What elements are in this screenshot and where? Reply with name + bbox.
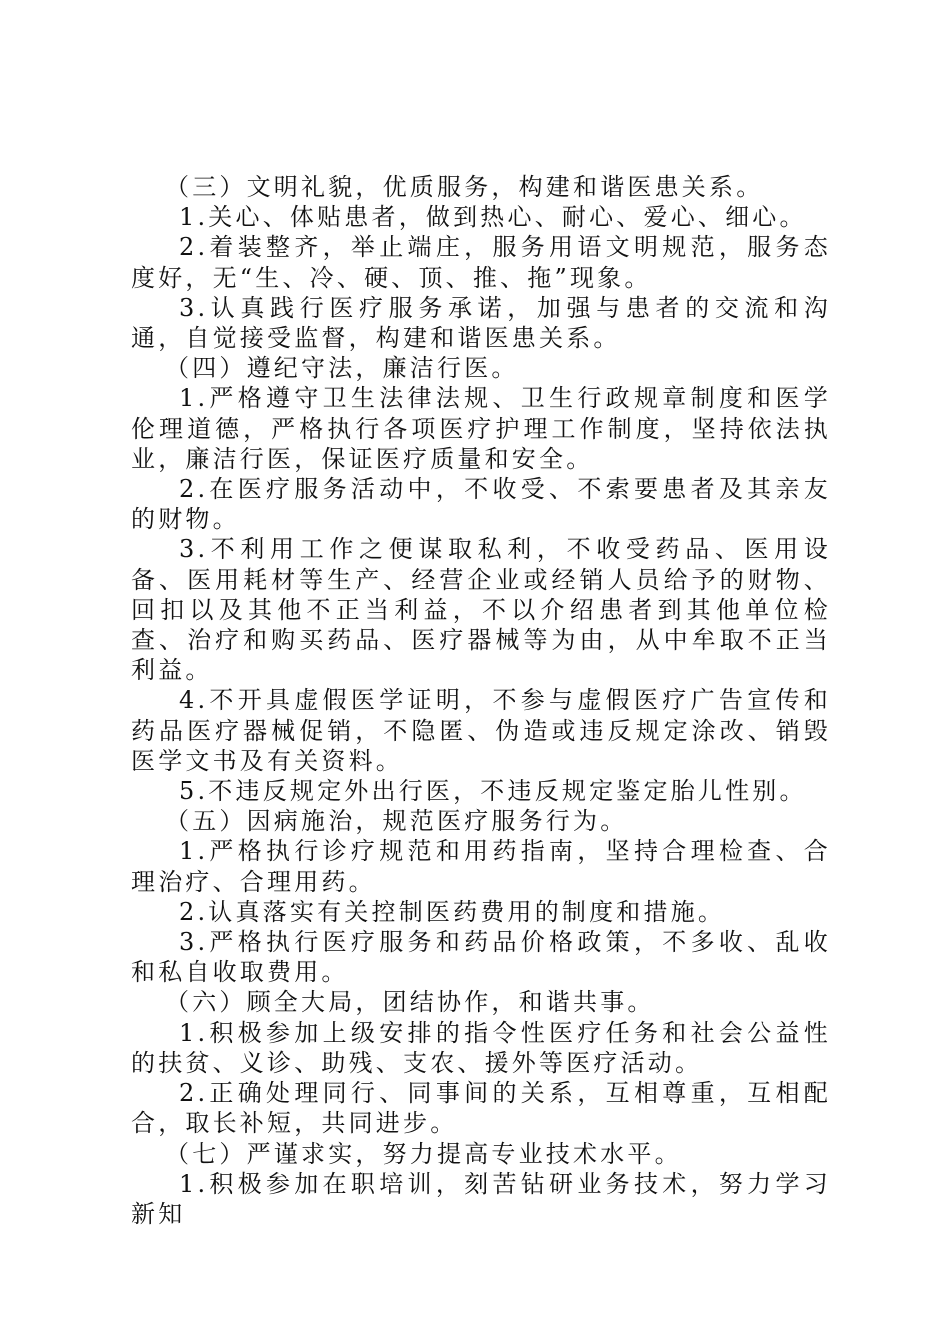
paragraph-4-1: 1.严格遵守卫生法律法规、卫生行政规章制度和医学伦理道德，严格执行各项医疗护理工作制度，坚持依法执业，廉洁行医，保证医疗质量和安全。 bbox=[131, 384, 831, 473]
paragraph-6-2: 2.正确处理同行、同事间的关系，互相尊重，互相配合，取长补短，共同进步。 bbox=[131, 1079, 831, 1138]
paragraph-6-1: 1.积极参加上级安排的指令性医疗任务和社会公益性的扶贫、义诊、助残、支农、援外等医疗活动。 bbox=[131, 1018, 831, 1077]
paragraph-4-2: 2.在医疗服务活动中，不收受、不索要患者及其亲友的财物。 bbox=[131, 475, 831, 534]
paragraph-4-4: 4.不开具虚假医学证明，不参与虚假医疗广告宣传和药品医疗器械促销，不隐匿、伪造或违反规定涂改、销毁医学文书及有关资料。 bbox=[131, 686, 831, 775]
paragraph-5-1: 1.严格执行诊疗规范和用药指南，坚持合理检查、合理治疗、合理用药。 bbox=[131, 837, 831, 896]
section-heading-3: （三）文明礼貌，优质服务，构建和谐医患关系。 bbox=[165, 173, 764, 201]
paragraph-4-3: 3.不利用工作之便谋取私利，不收受药品、医用设备、医用耗材等生产、经营企业或经销人员给予的财物、回扣以及其他不正当利益，不以介绍患者到其他单位检查、治疗和购买药品、医疗器械等为由，从中牟取不正当利益。 bbox=[131, 535, 831, 685]
section-heading-5: （五）因病施治，规范医疗服务行为。 bbox=[165, 807, 628, 836]
paragraph-3-3: 3.认真践行医疗服务承诺，加强与患者的交流和沟通，自觉接受监督，构建和谐医患关系。 bbox=[131, 293, 831, 353]
paragraph-5-2: 2.认真落实有关控制医药费用的制度和措施。 bbox=[179, 897, 726, 926]
section-heading-7: （七）严谨求实，努力提高专业技术水平。 bbox=[165, 1139, 682, 1168]
paragraph-5-3: 3.严格执行医疗服务和药品价格政策，不多收、乱收和私自收取费用。 bbox=[131, 928, 831, 987]
paragraph-4-5: 5.不违反规定外出行医，不违反规定鉴定胎儿性别。 bbox=[179, 777, 807, 806]
section-heading-6: （六）顾全大局，团结协作，和谐共事。 bbox=[165, 988, 655, 1017]
document-body bbox=[131, 172, 831, 1229]
paragraph-7-1: 1.积极参加在职培训，刻苦钻研业务技术，努力学习新知 bbox=[131, 1169, 831, 1228]
paragraph-3-2: 2.着装整齐，举止端庄，服务用语文明规范，服务态度好，无“生、冷、硬、顶、推、拖”现象。 bbox=[131, 233, 831, 292]
paragraph-3-1: 1.关心、体贴患者，做到热心、耐心、爱心、细心。 bbox=[179, 203, 807, 232]
section-heading-4: （四）遵纪守法，廉洁行医。 bbox=[165, 354, 519, 383]
